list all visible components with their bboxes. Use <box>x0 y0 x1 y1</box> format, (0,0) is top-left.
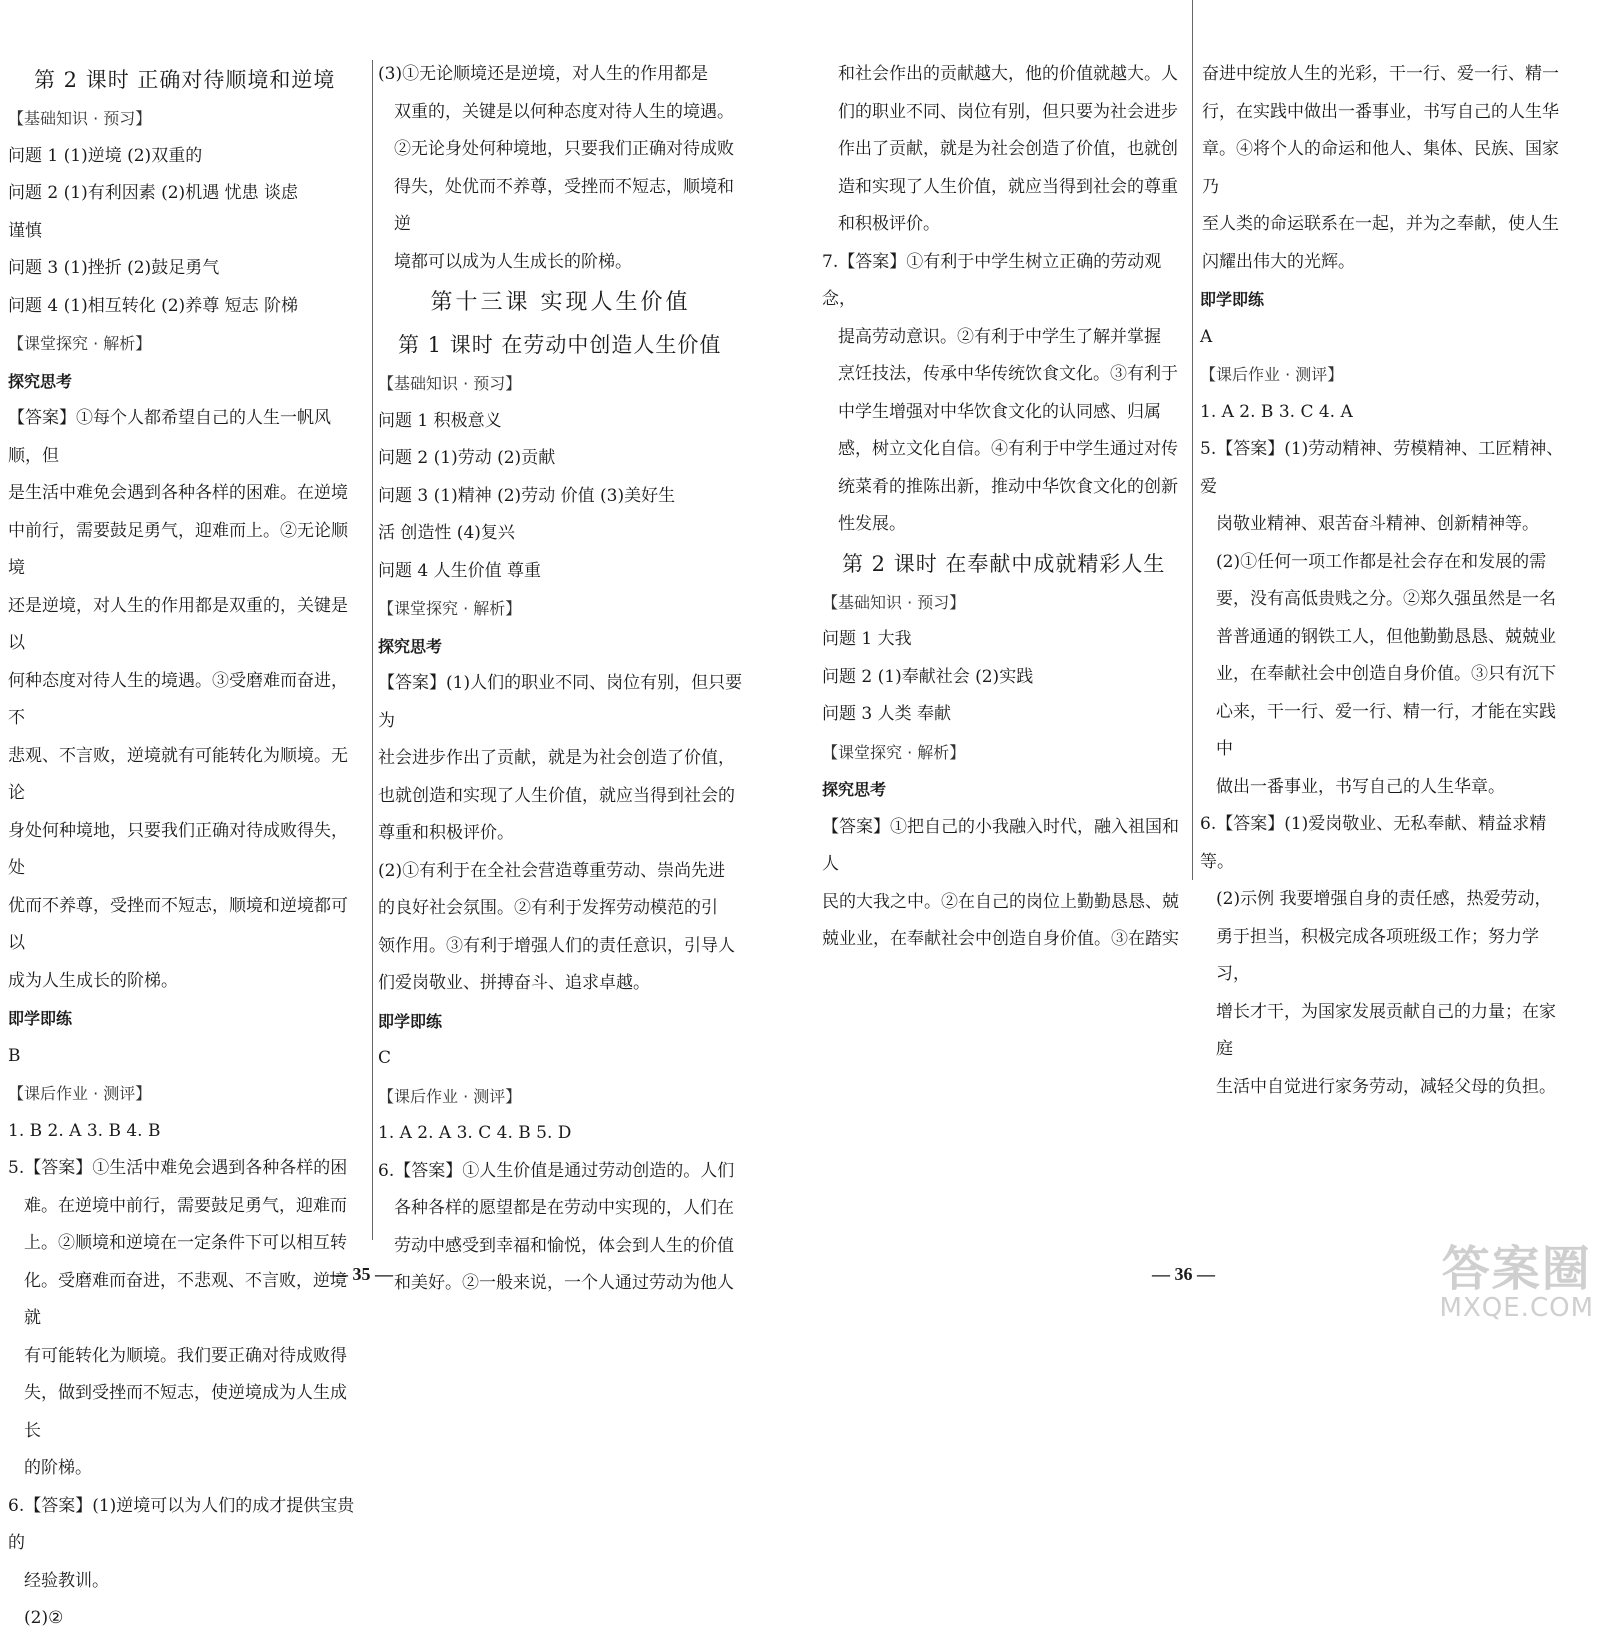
answer-line: C <box>378 1048 392 1068</box>
text-line: 的阶梯。 <box>24 1458 92 1478</box>
section-header: 【基础知识 · 预习】 <box>8 109 152 128</box>
text-line: 【答案】(1)人们的职业不同、岗位有别，但只要为 <box>378 673 743 731</box>
text-line: 6.【答案】(1)逆境可以为人们的成才提供宝贵的 <box>8 1495 355 1553</box>
watermark-url: MXQE.COM <box>1439 1293 1594 1323</box>
section-header: 【基础知识 · 预习】 <box>822 592 966 612</box>
page-number-left: — 35 — <box>330 1264 393 1284</box>
text-line: 岗敬业精神、艰苦奋斗精神、创新精神等。 <box>1216 514 1539 534</box>
text-line: 悲观、不言败，逆境就有可能转化为顺境。无论 <box>8 745 348 803</box>
text-line: ②无论身处何种境地，只要我们正确对待成败 <box>394 139 734 159</box>
text-line: 谨慎 <box>8 220 42 241</box>
section-header: 【课堂探究 · 解析】 <box>822 742 966 762</box>
text-line: 烹饪技法，传承中华传统饮食文化。③有利于 <box>838 364 1178 384</box>
text-line: 问题 3 (1)挫折 (2)鼓足勇气 <box>8 258 220 278</box>
text-line: 失，做到受挫而不短志，使逆境成为人生成长 <box>24 1383 347 1441</box>
text-line: 中前行，需要鼓足勇气，迎难而上。②无论顺境 <box>8 520 348 578</box>
text-line: 也就创造和实现了人生价值，就应当得到社会的 <box>378 785 735 806</box>
text-line: 们爱岗敬业、拼搏奋斗、追求卓越。 <box>378 973 650 993</box>
text-line: 统菜肴的推陈出新，推动中华饮食文化的创新 <box>838 476 1178 497</box>
text-line: 普普通通的钢铁工人，但他勤勤恳恳、兢兢业 <box>1216 626 1556 647</box>
answer-line: B <box>8 1045 21 1066</box>
text-line: 勇于担当，积极完成各项班级工作；努力学习， <box>1216 926 1539 984</box>
column-1 <box>8 60 363 1638</box>
text-line: 【答案】①把自己的小我融入时代，融入祖国和人 <box>822 816 1179 874</box>
text-line: 造和实现了人生价值，就应当得到社会的尊重 <box>838 176 1178 197</box>
text-line: 尊重和积极评价。 <box>378 823 514 843</box>
text-line: 们的职业不同、岗位有别，但只要为社会进步 <box>838 101 1178 122</box>
section-header: 【基础知识 · 预习】 <box>378 374 522 393</box>
section-header: 【课后作业 · 测评】 <box>1200 365 1344 384</box>
text-line: 问题 2 (1)劳动 (2)贡献 <box>378 448 556 468</box>
text-line: (2)② <box>24 1608 64 1628</box>
page-number-right: — 36 — <box>1152 1264 1215 1284</box>
text-line: 5.【答案】(1)劳动精神、劳模精神、工匠精神、爱 <box>1200 439 1564 497</box>
answer-line: 1. A 2. A 3. C 4. B 5. D <box>378 1123 572 1143</box>
text-line: 章。④将个人的命运和他人、集体、民族、国家乃 <box>1202 139 1559 197</box>
text-line: 心来，干一行、爱一行、精一行，才能在实践中 <box>1216 701 1556 759</box>
text-line: 还是逆境，对人生的作用都是双重的，关键是以 <box>8 595 348 653</box>
text-line: 劳动中感受到幸福和愉悦，体会到人生的价值 <box>394 1235 734 1256</box>
text-line: 增长才干，为国家发展贡献自己的力量；在家庭 <box>1216 1001 1556 1059</box>
text-line: 难。在逆境中前行，需要鼓足勇气，迎难而 <box>24 1195 347 1216</box>
text-line: 的良好社会氛围。②有利于发挥劳动模范的引 <box>378 898 718 918</box>
subsection-header: 探究思考 <box>378 636 443 656</box>
text-line: 生活中自觉进行家务劳动，减轻父母的负担。 <box>1216 1076 1556 1097</box>
watermark <box>1439 1241 1594 1323</box>
text-line: 有可能转化为顺境。我们要正确对待成败得 <box>24 1345 347 1366</box>
subsection-header: 即学即练 <box>1200 290 1265 309</box>
column-divider <box>372 60 373 1240</box>
section-header: 【课堂探究 · 解析】 <box>378 599 522 618</box>
text-line: 行，在实践中做出一番事业，书写自己的人生华 <box>1202 101 1559 122</box>
text-line: 问题 3 人类 奉献 <box>822 704 952 724</box>
text-line: 和积极评价。 <box>838 214 940 234</box>
text-line: 7.【答案】①有利于中学生树立正确的劳动观念， <box>822 251 1162 309</box>
text-line: 6.【答案】①人生价值是通过劳动创造的。人们 <box>378 1160 735 1181</box>
text-line: 【答案】①每个人都希望自己的人生一帆风顺，但 <box>8 408 331 466</box>
text-line: 业，在奉献社会中创造自身价值。③只有沉下 <box>1216 664 1556 684</box>
text-line: 活 创造性 (4)复兴 <box>378 523 515 543</box>
subsection-header: 探究思考 <box>822 780 887 799</box>
answer-line: 1. B 2. A 3. B 4. B <box>8 1120 161 1141</box>
text-line: 身处何种境地，只要我们正确对待成败得失，处 <box>8 820 348 878</box>
subsection-header: 即学即练 <box>378 1011 443 1031</box>
text-line: (2)①有利于在全社会营造尊重劳动、崇尚先进 <box>378 860 726 881</box>
column-2 <box>378 56 743 1303</box>
text-line: 成为人生成长的阶梯。 <box>8 970 178 991</box>
text-line: 境都可以成为人生成长的阶梯。 <box>394 251 632 272</box>
text-line: (2)①任何一项工作都是社会存在和发展的需 <box>1216 551 1547 572</box>
text-line: 得失，处优而不养尊，受挫而不短志，顺境和逆 <box>394 176 734 234</box>
answer-line: A <box>1200 326 1213 347</box>
text-line: 各种各样的愿望都是在劳动中实现的，人们在 <box>394 1198 734 1218</box>
text-line: 和美好。②一般来说，一个人通过劳动为他人 <box>394 1273 734 1293</box>
text-line: 要，没有高低贵贱之分。②郑久强虽然是一名 <box>1216 589 1556 609</box>
text-line: 是生活中难免会遇到各种各样的困难。在逆境 <box>8 483 348 503</box>
answer-line: 1. A 2. B 3. C 4. A <box>1200 401 1353 422</box>
text-line: 至人类的命运联系在一起，并为之奉献，使人生 <box>1202 214 1559 234</box>
text-line: 感，树立文化自信。④有利于中学生通过对传 <box>838 439 1178 459</box>
text-line: 闪耀出伟大的光辉。 <box>1202 251 1355 272</box>
column-4 <box>1200 56 1572 1106</box>
text-line: 社会进步作出了贡献，就是为社会创造了价值， <box>378 748 735 768</box>
text-line: 何种态度对待人生的境遇。③受磨难而奋进，不 <box>8 670 348 728</box>
text-line: 问题 1 (1)逆境 (2)双重的 <box>8 145 203 166</box>
lesson-title: 第 2 课时 正确对待顺境和逆境 <box>34 68 336 92</box>
text-line: 双重的，关键是以何种态度对待人生的境遇。 <box>394 101 734 122</box>
chapter-title: 第十三课 实现人生价值 <box>430 290 691 315</box>
text-line: 6.【答案】(1)爱岗敬业、无私奉献、精益求精等。 <box>1200 814 1547 872</box>
text-line: 和社会作出的贡献越大，他的价值就越大。人 <box>838 64 1178 84</box>
text-line: 化。受磨难而奋进，不悲观、不言败，逆境就 <box>24 1270 347 1328</box>
text-line: 问题 1 积极意义 <box>378 410 502 431</box>
subsection-header: 即学即练 <box>8 1009 73 1028</box>
text-line: 兢业业，在奉献社会中创造自身价值。③在踏实 <box>822 929 1179 949</box>
watermark-logo: 答案圈 <box>1441 1241 1592 1297</box>
text-line: 问题 4 人生价值 尊重 <box>378 560 542 581</box>
text-line: 问题 2 (1)奉献社会 (2)实践 <box>822 666 1034 687</box>
text-line: 问题 1 大我 <box>822 629 912 649</box>
text-line: 问题 4 (1)相互转化 (2)养尊 短志 阶梯 <box>8 295 298 316</box>
text-line: 问题 2 (1)有利因素 (2)机遇 忧患 谈虑 <box>8 183 298 203</box>
text-line: 民的大我之中。②在自己的岗位上勤勤恳恳、兢 <box>822 891 1179 912</box>
section-header: 【课堂探究 · 解析】 <box>8 334 152 353</box>
lesson-title: 第 2 课时 在奉献中成就精彩人生 <box>842 551 1166 576</box>
text-line: 上。②顺境和逆境在一定条件下可以相互转 <box>24 1233 347 1253</box>
text-line: 奋进中绽放人生的光彩，干一行、爱一行、精一 <box>1202 64 1559 84</box>
text-line: 领作用。③有利于增强人们的责任意识，引导人 <box>378 935 735 956</box>
section-header: 【课后作业 · 测评】 <box>8 1084 152 1103</box>
text-line: 性发展。 <box>838 514 906 534</box>
text-line: (2)示例 我要增强自身的责任感，热爱劳动， <box>1216 889 1552 909</box>
text-line: 中学生增强对中华饮食文化的认同感、归属 <box>838 401 1161 422</box>
text-line: 5.【答案】①生活中难免会遇到各种各样的困 <box>8 1158 348 1178</box>
text-line: 做出一番事业，书写自己的人生华章。 <box>1216 776 1505 797</box>
text-line: 作出了贡献，就是为社会创造了价值，也就创 <box>838 139 1178 159</box>
lesson-title: 第 1 课时 在劳动中创造人生价值 <box>398 333 722 357</box>
section-header: 【课后作业 · 测评】 <box>378 1086 522 1106</box>
text-line: 提高劳动意识。②有利于中学生了解并掌握 <box>838 326 1161 347</box>
text-line: 经验教训。 <box>24 1570 109 1591</box>
text-line: 问题 3 (1)精神 (2)劳动 价值 (3)美好生 <box>378 485 676 506</box>
text-line: (3)①无论顺境还是逆境，对人生的作用都是 <box>378 64 709 84</box>
column-3 <box>822 56 1192 959</box>
subsection-header: 探究思考 <box>8 371 73 391</box>
text-line: 优而不养尊，受挫而不短志，顺境和逆境都可以 <box>8 895 348 953</box>
column-divider <box>1192 0 1193 880</box>
